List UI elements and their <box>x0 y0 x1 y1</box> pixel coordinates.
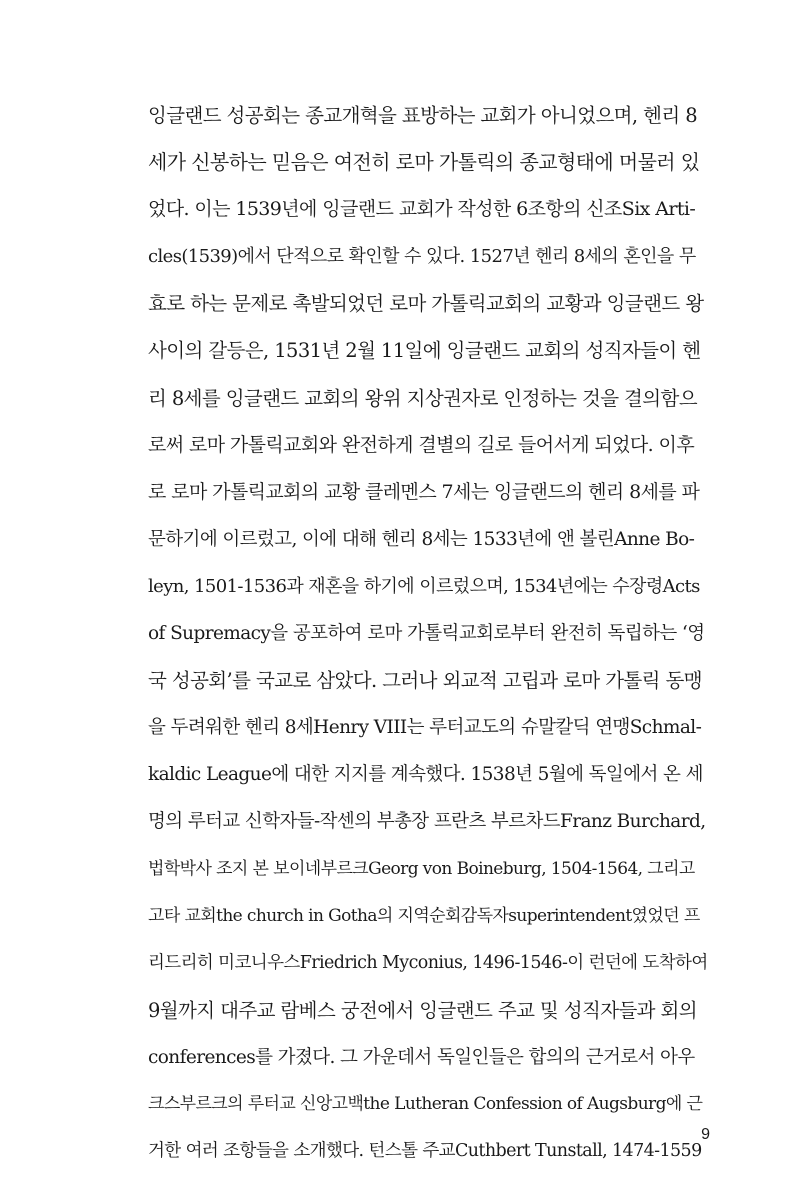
text-line: 세가 신봉하는 믿음은 여전히 로마 가톨릭의 종교형태에 머물러 있 <box>148 150 700 175</box>
text-line: 리드리히 미코니우스Friedrich Myconius, 1496-1546-이 런던에 도착하여 <box>148 952 708 973</box>
text-line: 잉글랜드 성공회는 종교개혁을 표방하는 교회가 아니었으며, 헨리 8 <box>148 104 697 127</box>
page-number: 9 <box>701 1126 710 1143</box>
text-line: 리 8세를 잉글랜드 교회의 왕위 지상권자로 인정하는 것을 결의함으 <box>148 386 697 410</box>
text-line: 로 로마 가톨릭교회의 교황 클레멘스 7세는 잉글랜드의 헨리 8세를 파 <box>148 480 700 503</box>
text-line: 었다. 이는 1539년에 잉글랜드 교회가 작성한 6조항의 신조Six Arti- <box>148 198 696 221</box>
text-line: conferences를 가졌다. 그 가운데서 독일인들은 합의의 근거로서 아우 <box>148 1046 695 1068</box>
text-line: 문하기에 이르렀고, 이에 대해 헨리 8세는 1533년에 앤 볼린Anne Bo- <box>148 528 695 550</box>
text-line: leyn, 1501-1536과 재혼을 하기에 이르렀으며, 1534년에는 수장령Acts <box>148 575 700 597</box>
text-line: 을 두려워한 헨리 8세Henry VIII는 루터교도의 슈말칼딕 연맹Schmal- <box>148 717 702 739</box>
text-line: 로써 로마 가톨릭교회와 완전하게 결별의 길로 들어서게 되었다. 이후 <box>148 433 695 456</box>
text-line: 고타 교회the church in Gotha의 지역순회감독자superintendent였었던 프 <box>148 905 700 926</box>
text-line: 사이의 갈등은, 1531년 2월 11일에 잉글랜드 교회의 성직자들이 헨 <box>148 339 701 363</box>
text-line: 효로 하는 문제로 촉발되었던 로마 가톨릭교회의 교황과 잉글랜드 왕 <box>148 292 704 316</box>
text-line: 법학박사 조지 본 보이네부르크Georg von Boineburg, 1504-1564, 그리고 <box>148 858 695 879</box>
text-line: kaldic League에 대한 지지를 계속했다. 1538년 5월에 독일에서 온 세 <box>148 764 703 786</box>
body-text <box>148 92 708 1175</box>
text-line: 크스부르크의 루터교 신앙고백the Lutheran Confession of Augsburg에 근 <box>148 1093 703 1114</box>
text-line: 거한 여러 조항들을 소개했다. 턴스톨 주교Cuthbert Tunstall, 1474-1559 <box>148 1141 702 1162</box>
text-line: 국 성공회’를 국교로 삼았다. 그러나 외교적 고립과 로마 가톨릭 동맹 <box>148 669 702 693</box>
text-line: cles(1539)에서 단적으로 확인할 수 있다. 1527년 헨리 8세의 혼인을 무 <box>148 246 696 268</box>
text-line: of Supremacy을 공포하여 로마 가톨릭교회로부터 완전히 독립하는 ‘영 <box>148 623 705 645</box>
text-line: 9월까지 대주교 람베스 궁전에서 잉글랜드 주교 및 성직자들과 회의 <box>148 998 697 1022</box>
text-line: 명의 루터교 신학자들-작센의 부총장 프란츠 부르차드Franz Burchard, <box>148 811 706 833</box>
